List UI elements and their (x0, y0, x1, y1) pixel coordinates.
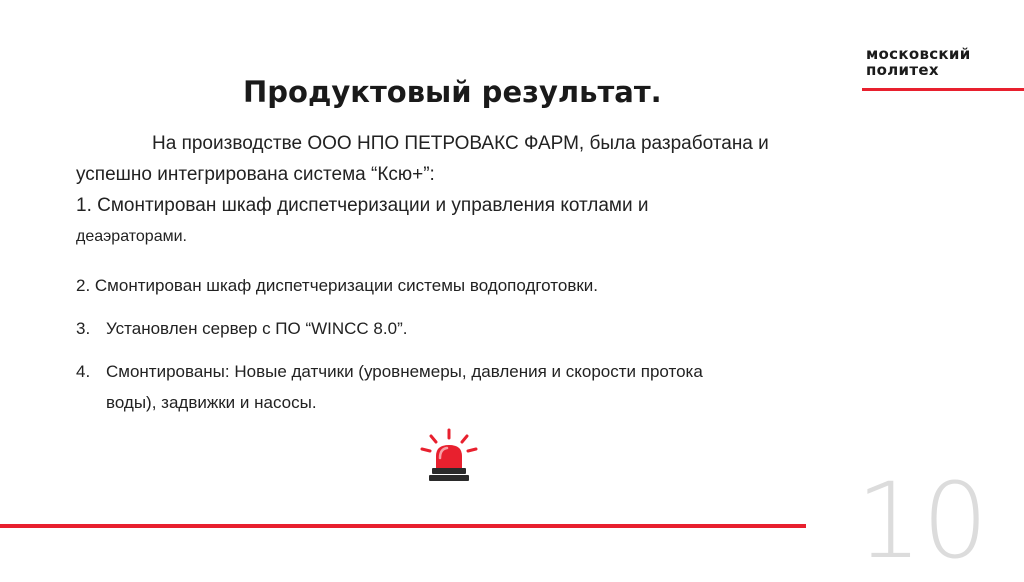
list-item-3 (76, 313, 407, 344)
body-paragraph (76, 128, 866, 252)
list-item-1-line-2: деаэраторами. (76, 228, 187, 245)
intro-line-1: На производстве ООО НПО ПЕТРОВАКС ФАРМ, была разработана и (152, 133, 769, 154)
list-item-3-text: Установлен сервер с ПО “WINCC 8.0”. (106, 319, 408, 338)
list-item-3-number: 3. (76, 319, 91, 338)
list-item-1-line-1: 1. Смонтирован шкаф диспетчеризации и управления котлами и (76, 195, 649, 216)
list-item-4-line-2: воды), задвижки и насосы. (106, 393, 317, 412)
list-item-2: 2. Смонтирован шкаф диспетчеризации системы водоподготовки. (76, 276, 599, 295)
logo-line-1: московский (866, 45, 971, 63)
logo-line-2: политех (866, 61, 939, 79)
siren-icon (418, 428, 480, 486)
list-item-4-number: 4. (76, 362, 91, 381)
list-item-4-line-1: Смонтированы: Новые датчики (уровнемеры, давления и скорости протока (106, 362, 703, 381)
logo (866, 46, 971, 78)
intro-line-2: успешно интегрирована система “Ксю+”: (76, 164, 435, 185)
bottom-rule (0, 524, 806, 528)
list-item-4 (76, 356, 703, 418)
slide-title: Продуктовый результат. (243, 75, 662, 109)
page-number: 10 (856, 460, 989, 582)
logo-underline (862, 88, 1024, 91)
